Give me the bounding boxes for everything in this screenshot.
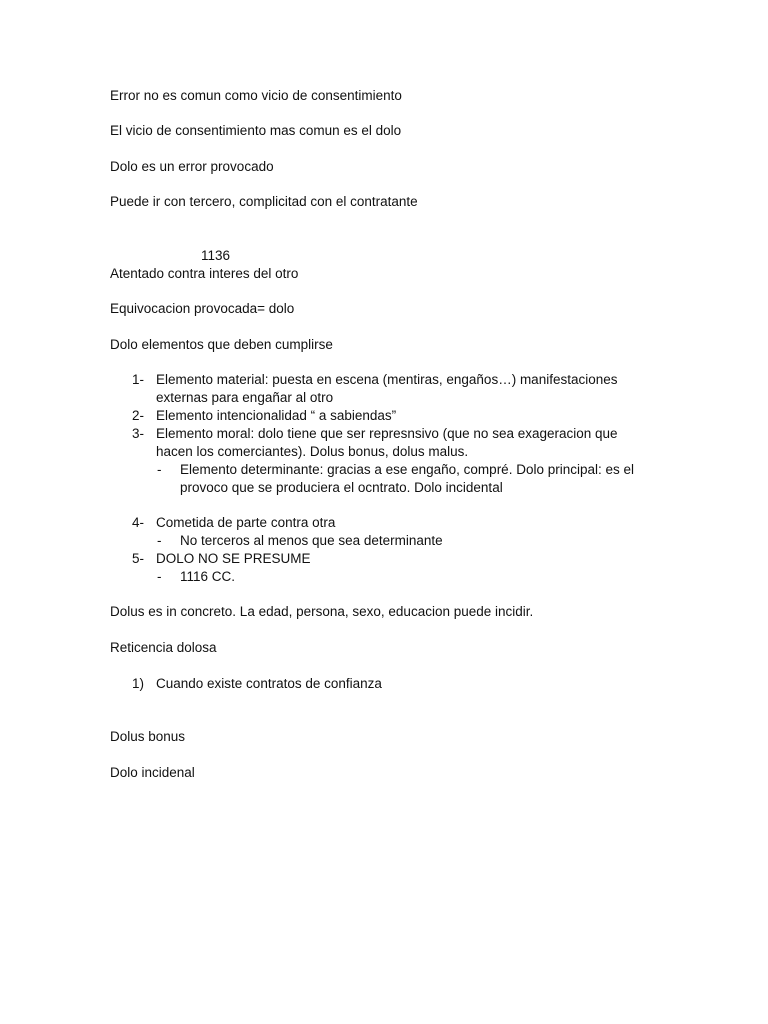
paragraph: Dolus es in concreto. La edad, persona, sexo, educacion puede incidir. — [110, 604, 534, 619]
paragraph: El vicio de consentimiento mas comun es el dolo — [110, 123, 402, 138]
list-item-text: Cometida de parte contra otra — [156, 515, 336, 530]
paragraph: Equivocacion provocada= dolo — [110, 301, 295, 316]
article-number: 1136 — [201, 248, 231, 263]
paragraph: Reticencia dolosa — [110, 640, 217, 655]
sub-list-marker: - — [157, 533, 162, 548]
paragraph: Puede ir con tercero, complicitad con el contratante — [110, 194, 418, 209]
sub-list-item-text: No terceros al menos que sea determinante — [180, 533, 443, 548]
list-marker: 5- — [132, 551, 145, 566]
paragraph: Dolo es un error provocado — [110, 159, 274, 174]
paragraph: Dolo incidenal — [110, 765, 195, 780]
paragraph: Atentado contra interes del otro — [110, 266, 299, 281]
paragraph: Dolo elementos que deben cumplirse — [110, 337, 333, 352]
paragraph: Error no es comun como vicio de consentimiento — [110, 88, 402, 103]
list-marker: 2- — [132, 408, 145, 423]
list-marker: 4- — [132, 515, 145, 530]
sub-list-item-text: Elemento determinante: gracias a ese engaño, compré. Dolo principal: es el — [180, 462, 635, 477]
list-marker: 1) — [132, 676, 145, 691]
sub-list-marker: - — [157, 462, 162, 477]
sub-list-item-text: 1116 CC. — [180, 569, 236, 584]
list-item-text: externas para engañar al otro — [156, 390, 334, 405]
sub-list-marker: - — [157, 569, 162, 584]
list-marker: 1- — [132, 372, 145, 387]
list-item-text: hacen los comerciantes). Dolus bonus, dolus malus. — [156, 444, 469, 459]
list-marker: 3- — [132, 426, 145, 441]
list-item-text: DOLO NO SE PRESUME — [156, 551, 311, 566]
paragraph: Dolus bonus — [110, 729, 186, 744]
sub-list-item-text: provoco que se produciera el ocntrato. Dolo incidental — [180, 480, 503, 495]
list-item-text: Elemento material: puesta en escena (mentiras, engaños…) manifestaciones — [156, 372, 618, 387]
list-item-text: Elemento intencionalidad “ a sabiendas” — [156, 408, 397, 423]
list-item-text: Cuando existe contratos de confianza — [156, 676, 382, 691]
list-item-text: Elemento moral: dolo tiene que ser represnsivo (que no sea exageracion que — [156, 426, 618, 441]
